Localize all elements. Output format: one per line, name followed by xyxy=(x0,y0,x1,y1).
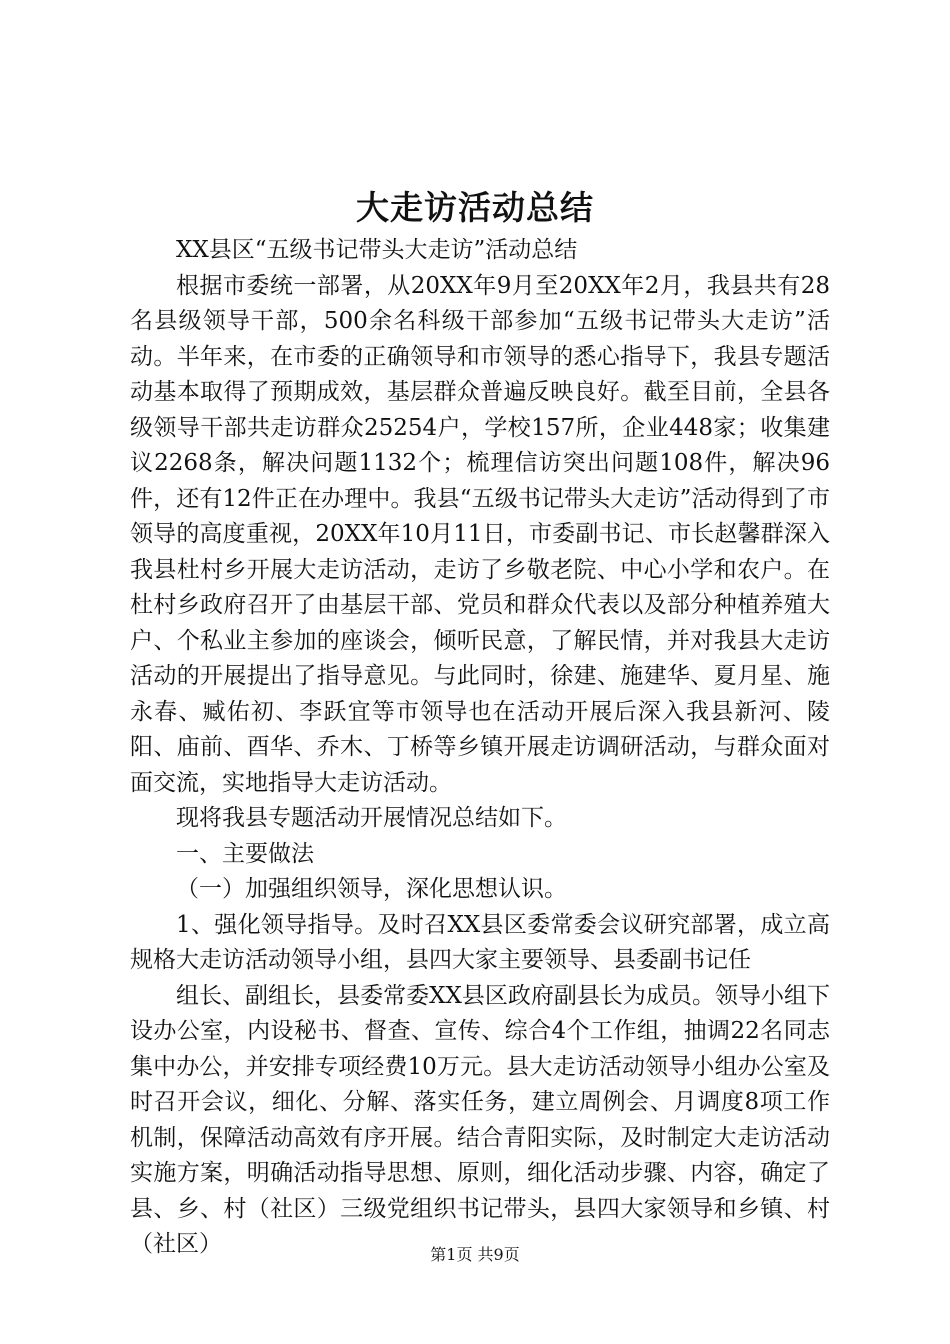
paragraph-summary-lead: 现将我县专题活动开展情况总结如下。 xyxy=(176,805,567,831)
section-heading-main-practices: 一、主要做法 xyxy=(176,840,314,867)
page-indicator: 第1页 共9页 xyxy=(430,1245,520,1264)
document-body xyxy=(130,233,830,1263)
paragraph-leadership-guidance: 1、强化领导指导。及时召XX县区委常委会议研究部署，成立高规格大走访活动领导小组，县四大家主要领导、县委副书记任 xyxy=(130,911,830,973)
paragraph-intro: 根据市委统一部署，从20XX年9月至20XX年2月，我县共有28名县级领导干部，500余名科级干部参加“五级书记带头大走访”活动。半年来，在市委的正确领导和市领导的悉心指导下，我县专题活动基本取得了预期成效，基层群众普遍反映良好。截至目前，全县各级领导干部共走访群众25254户，学校157所，企业448家；收集建议2268条，解决问题1132个；梳理信访突出问题108件，解决96件，还有12件正在办理中。我县“五级书记带头大走访”活动得到了市领导的高度重视，20XX年10月11日，市委副书记、市长赵馨群深入我县杜村乡开展大走访活动，走访了乡敬老院、中心小学和农户。在杜村乡政府召开了由基层干部、党员和群众代表以及部分种植养殖大户、个私业主参加的座谈会，倾听民意，了解民情，并对我县大走访活动的开展提出了指导意见。与此同时，徐建、施建华、夏月星、施永春、臧佑初、李跃宜等市领导也在活动开展后深入我县新河、陵阳、庙前、酉华、乔木、丁桥等乡镇开展走访调研活动，与群众面对面交流，实地指导大走访活动。 xyxy=(130,272,830,796)
paragraph-subtitle: XX县区“五级书记带头大走访”活动总结 xyxy=(176,237,578,263)
paragraph-group-members: 组长、副组长，县委常委XX县区政府副县长为成员。领导小组下设办公室，内设秘书、督查、宣传、综合4个工作组，抽调22名同志集中办公，并安排专项经费10万元。县大走访活动领导小组办公室及时召开会议，细化、分解、落实任务，建立周例会、月调度8项工作机制，保障活动高效有序开展。结合青阳实际，及时制定大走访活动实施方案，明确活动指导思想、原则，细化活动步骤、内容，确定了县、乡、村（社区）三级党组织书记带头，县四大家领导和乡镇、村（社区） xyxy=(130,982,830,1257)
document-title: 大走访活动总结 xyxy=(356,188,594,227)
subsection-heading-organization: （一）加强组织领导，深化思想认识。 xyxy=(176,876,567,902)
